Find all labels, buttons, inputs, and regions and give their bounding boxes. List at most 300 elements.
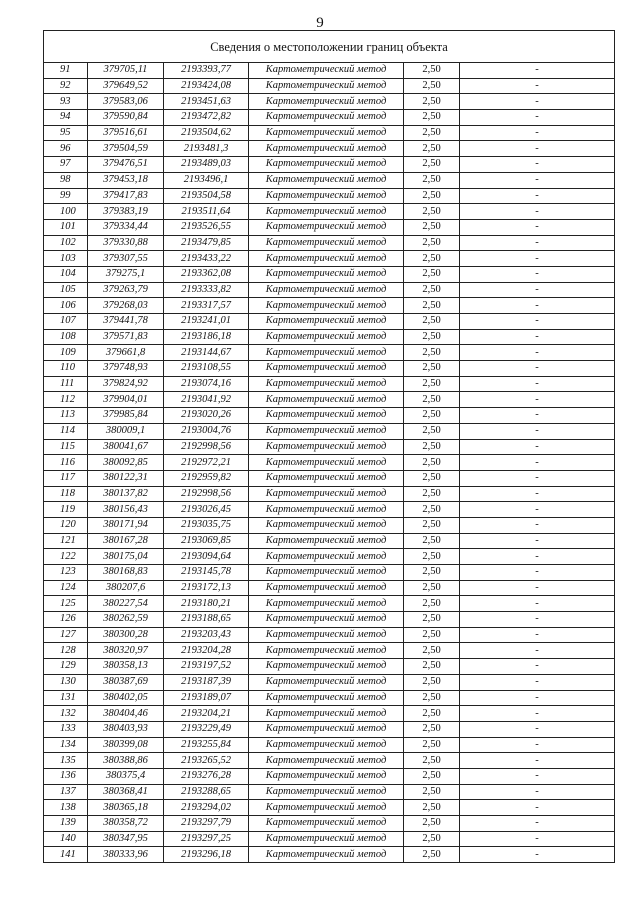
y-coordinate-cell: 2193074,16 bbox=[164, 376, 249, 392]
note-cell: - bbox=[460, 847, 615, 863]
x-coordinate-cell: 380175,04 bbox=[88, 549, 164, 565]
table-row bbox=[44, 768, 615, 784]
table-row bbox=[44, 78, 615, 94]
method-cell: Картометрический метод bbox=[249, 784, 404, 800]
table-row bbox=[44, 219, 615, 235]
x-coordinate-cell: 380388,86 bbox=[88, 753, 164, 769]
point-number-cell: 97 bbox=[44, 157, 88, 173]
accuracy-cell: 2,50 bbox=[404, 612, 460, 628]
method-cell: Картометрический метод bbox=[249, 345, 404, 361]
x-coordinate-cell: 379985,84 bbox=[88, 408, 164, 424]
y-coordinate-cell: 2193204,21 bbox=[164, 706, 249, 722]
method-cell: Картометрический метод bbox=[249, 659, 404, 675]
accuracy-cell: 2,50 bbox=[404, 361, 460, 377]
point-number-cell: 116 bbox=[44, 455, 88, 471]
table-row bbox=[44, 361, 615, 377]
method-cell: Картометрический метод bbox=[249, 172, 404, 188]
table-row bbox=[44, 282, 615, 298]
table-row bbox=[44, 455, 615, 471]
x-coordinate-cell: 379661,8 bbox=[88, 345, 164, 361]
y-coordinate-cell: 2193203,43 bbox=[164, 627, 249, 643]
accuracy-cell: 2,50 bbox=[404, 502, 460, 518]
point-number-cell: 130 bbox=[44, 674, 88, 690]
accuracy-cell: 2,50 bbox=[404, 110, 460, 126]
method-cell: Картометрический метод bbox=[249, 439, 404, 455]
method-cell: Картометрический метод bbox=[249, 721, 404, 737]
table-row bbox=[44, 502, 615, 518]
accuracy-cell: 2,50 bbox=[404, 188, 460, 204]
x-coordinate-cell: 379504,59 bbox=[88, 141, 164, 157]
point-number-cell: 108 bbox=[44, 329, 88, 345]
y-coordinate-cell: 2193433,22 bbox=[164, 251, 249, 267]
y-coordinate-cell: 2193526,55 bbox=[164, 219, 249, 235]
accuracy-cell: 2,50 bbox=[404, 94, 460, 110]
y-coordinate-cell: 2193504,58 bbox=[164, 188, 249, 204]
method-cell: Картометрический метод bbox=[249, 110, 404, 126]
table-row bbox=[44, 721, 615, 737]
method-cell: Картометрический метод bbox=[249, 517, 404, 533]
method-cell: Картометрический метод bbox=[249, 847, 404, 863]
table-row bbox=[44, 298, 615, 314]
note-cell: - bbox=[460, 455, 615, 471]
x-coordinate-cell: 380399,08 bbox=[88, 737, 164, 753]
note-cell: - bbox=[460, 627, 615, 643]
point-number-cell: 132 bbox=[44, 706, 88, 722]
x-coordinate-cell: 379571,83 bbox=[88, 329, 164, 345]
y-coordinate-cell: 2193297,79 bbox=[164, 816, 249, 832]
table-row bbox=[44, 517, 615, 533]
y-coordinate-cell: 2193276,28 bbox=[164, 768, 249, 784]
accuracy-cell: 2,50 bbox=[404, 706, 460, 722]
method-cell: Картометрический метод bbox=[249, 78, 404, 94]
table-row bbox=[44, 580, 615, 596]
accuracy-cell: 2,50 bbox=[404, 251, 460, 267]
x-coordinate-cell: 380403,93 bbox=[88, 721, 164, 737]
table-row bbox=[44, 63, 615, 79]
y-coordinate-cell: 2193186,18 bbox=[164, 329, 249, 345]
x-coordinate-cell: 380368,41 bbox=[88, 784, 164, 800]
method-cell: Картометрический метод bbox=[249, 643, 404, 659]
method-cell: Картометрический метод bbox=[249, 737, 404, 753]
point-number-cell: 111 bbox=[44, 376, 88, 392]
method-cell: Картометрический метод bbox=[249, 298, 404, 314]
y-coordinate-cell: 2193294,02 bbox=[164, 800, 249, 816]
note-cell: - bbox=[460, 816, 615, 832]
x-coordinate-cell: 379583,06 bbox=[88, 94, 164, 110]
x-coordinate-cell: 379748,93 bbox=[88, 361, 164, 377]
method-cell: Картометрический метод bbox=[249, 549, 404, 565]
accuracy-cell: 2,50 bbox=[404, 596, 460, 612]
note-cell: - bbox=[460, 753, 615, 769]
x-coordinate-cell: 379705,11 bbox=[88, 63, 164, 79]
point-number-cell: 106 bbox=[44, 298, 88, 314]
x-coordinate-cell: 379330,88 bbox=[88, 235, 164, 251]
point-number-cell: 94 bbox=[44, 110, 88, 126]
point-number-cell: 119 bbox=[44, 502, 88, 518]
accuracy-cell: 2,50 bbox=[404, 549, 460, 565]
x-coordinate-cell: 379417,83 bbox=[88, 188, 164, 204]
table-row bbox=[44, 94, 615, 110]
x-coordinate-cell: 380171,94 bbox=[88, 517, 164, 533]
method-cell: Картометрический метод bbox=[249, 188, 404, 204]
method-cell: Картометрический метод bbox=[249, 141, 404, 157]
x-coordinate-cell: 379516,61 bbox=[88, 125, 164, 141]
note-cell: - bbox=[460, 690, 615, 706]
accuracy-cell: 2,50 bbox=[404, 690, 460, 706]
note-cell: - bbox=[460, 204, 615, 220]
method-cell: Картометрический метод bbox=[249, 455, 404, 471]
y-coordinate-cell: 2193451,63 bbox=[164, 94, 249, 110]
method-cell: Картометрический метод bbox=[249, 612, 404, 628]
note-cell: - bbox=[460, 78, 615, 94]
accuracy-cell: 2,50 bbox=[404, 816, 460, 832]
point-number-cell: 115 bbox=[44, 439, 88, 455]
x-coordinate-cell: 380333,96 bbox=[88, 847, 164, 863]
note-cell: - bbox=[460, 298, 615, 314]
point-number-cell: 112 bbox=[44, 392, 88, 408]
table-row bbox=[44, 753, 615, 769]
table-row bbox=[44, 204, 615, 220]
y-coordinate-cell: 2193241,01 bbox=[164, 314, 249, 330]
point-number-cell: 128 bbox=[44, 643, 88, 659]
note-cell: - bbox=[460, 596, 615, 612]
table-row bbox=[44, 831, 615, 847]
note-cell: - bbox=[460, 110, 615, 126]
table-row bbox=[44, 612, 615, 628]
accuracy-cell: 2,50 bbox=[404, 737, 460, 753]
accuracy-cell: 2,50 bbox=[404, 768, 460, 784]
y-coordinate-cell: 2193511,64 bbox=[164, 204, 249, 220]
y-coordinate-cell: 2193424,08 bbox=[164, 78, 249, 94]
point-number-cell: 131 bbox=[44, 690, 88, 706]
point-number-cell: 104 bbox=[44, 266, 88, 282]
note-cell: - bbox=[460, 235, 615, 251]
point-number-cell: 113 bbox=[44, 408, 88, 424]
note-cell: - bbox=[460, 502, 615, 518]
note-cell: - bbox=[460, 674, 615, 690]
note-cell: - bbox=[460, 251, 615, 267]
accuracy-cell: 2,50 bbox=[404, 329, 460, 345]
y-coordinate-cell: 2193144,67 bbox=[164, 345, 249, 361]
x-coordinate-cell: 380168,83 bbox=[88, 565, 164, 581]
accuracy-cell: 2,50 bbox=[404, 63, 460, 79]
note-cell: - bbox=[460, 784, 615, 800]
y-coordinate-cell: 2193189,07 bbox=[164, 690, 249, 706]
table-row bbox=[44, 549, 615, 565]
page-number: 9 bbox=[316, 15, 324, 31]
table-row bbox=[44, 706, 615, 722]
method-cell: Картометрический метод bbox=[249, 235, 404, 251]
point-number-cell: 121 bbox=[44, 533, 88, 549]
point-number-cell: 138 bbox=[44, 800, 88, 816]
point-number-cell: 93 bbox=[44, 94, 88, 110]
note-cell: - bbox=[460, 63, 615, 79]
method-cell: Картометрический метод bbox=[249, 63, 404, 79]
table-row bbox=[44, 627, 615, 643]
y-coordinate-cell: 2193004,76 bbox=[164, 423, 249, 439]
x-coordinate-cell: 379307,55 bbox=[88, 251, 164, 267]
x-coordinate-cell: 380387,69 bbox=[88, 674, 164, 690]
table-row bbox=[44, 816, 615, 832]
y-coordinate-cell: 2193472,82 bbox=[164, 110, 249, 126]
note-cell: - bbox=[460, 580, 615, 596]
note-cell: - bbox=[460, 392, 615, 408]
method-cell: Картометрический метод bbox=[249, 565, 404, 581]
point-number-cell: 98 bbox=[44, 172, 88, 188]
accuracy-cell: 2,50 bbox=[404, 643, 460, 659]
method-cell: Картометрический метод bbox=[249, 219, 404, 235]
accuracy-cell: 2,50 bbox=[404, 157, 460, 173]
method-cell: Картометрический метод bbox=[249, 266, 404, 282]
x-coordinate-cell: 380300,28 bbox=[88, 627, 164, 643]
y-coordinate-cell: 2193317,57 bbox=[164, 298, 249, 314]
y-coordinate-cell: 2193187,39 bbox=[164, 674, 249, 690]
method-cell: Картометрический метод bbox=[249, 94, 404, 110]
table-row bbox=[44, 392, 615, 408]
accuracy-cell: 2,50 bbox=[404, 298, 460, 314]
accuracy-cell: 2,50 bbox=[404, 659, 460, 675]
accuracy-cell: 2,50 bbox=[404, 423, 460, 439]
point-number-cell: 135 bbox=[44, 753, 88, 769]
method-cell: Картометрический метод bbox=[249, 376, 404, 392]
note-cell: - bbox=[460, 188, 615, 204]
table-title: Сведения о местоположении границ объекта bbox=[44, 31, 615, 63]
point-number-cell: 101 bbox=[44, 219, 88, 235]
x-coordinate-cell: 380041,67 bbox=[88, 439, 164, 455]
note-cell: - bbox=[460, 721, 615, 737]
table-row bbox=[44, 690, 615, 706]
x-coordinate-cell: 380320,97 bbox=[88, 643, 164, 659]
y-coordinate-cell: 2193180,21 bbox=[164, 596, 249, 612]
y-coordinate-cell: 2192972,21 bbox=[164, 455, 249, 471]
accuracy-cell: 2,50 bbox=[404, 455, 460, 471]
accuracy-cell: 2,50 bbox=[404, 580, 460, 596]
point-number-cell: 107 bbox=[44, 314, 88, 330]
note-cell: - bbox=[460, 408, 615, 424]
accuracy-cell: 2,50 bbox=[404, 753, 460, 769]
table-row bbox=[44, 674, 615, 690]
note-cell: - bbox=[460, 517, 615, 533]
note-cell: - bbox=[460, 172, 615, 188]
note-cell: - bbox=[460, 549, 615, 565]
y-coordinate-cell: 2193020,26 bbox=[164, 408, 249, 424]
x-coordinate-cell: 380262,59 bbox=[88, 612, 164, 628]
y-coordinate-cell: 2193362,08 bbox=[164, 266, 249, 282]
table-row bbox=[44, 157, 615, 173]
y-coordinate-cell: 2192998,56 bbox=[164, 486, 249, 502]
point-number-cell: 140 bbox=[44, 831, 88, 847]
accuracy-cell: 2,50 bbox=[404, 439, 460, 455]
accuracy-cell: 2,50 bbox=[404, 235, 460, 251]
accuracy-cell: 2,50 bbox=[404, 784, 460, 800]
y-coordinate-cell: 2193489,03 bbox=[164, 157, 249, 173]
method-cell: Картометрический метод bbox=[249, 314, 404, 330]
method-cell: Картометрический метод bbox=[249, 329, 404, 345]
accuracy-cell: 2,50 bbox=[404, 517, 460, 533]
note-cell: - bbox=[460, 282, 615, 298]
x-coordinate-cell: 380092,85 bbox=[88, 455, 164, 471]
note-cell: - bbox=[460, 612, 615, 628]
y-coordinate-cell: 2193296,18 bbox=[164, 847, 249, 863]
note-cell: - bbox=[460, 314, 615, 330]
point-number-cell: 117 bbox=[44, 470, 88, 486]
table-row bbox=[44, 737, 615, 753]
note-cell: - bbox=[460, 439, 615, 455]
accuracy-cell: 2,50 bbox=[404, 800, 460, 816]
accuracy-cell: 2,50 bbox=[404, 627, 460, 643]
note-cell: - bbox=[460, 486, 615, 502]
point-number-cell: 109 bbox=[44, 345, 88, 361]
accuracy-cell: 2,50 bbox=[404, 204, 460, 220]
note-cell: - bbox=[460, 219, 615, 235]
table-row bbox=[44, 565, 615, 581]
table-row bbox=[44, 188, 615, 204]
table-title-row bbox=[44, 31, 615, 63]
y-coordinate-cell: 2193204,28 bbox=[164, 643, 249, 659]
table-row bbox=[44, 408, 615, 424]
note-cell: - bbox=[460, 533, 615, 549]
x-coordinate-cell: 380156,43 bbox=[88, 502, 164, 518]
accuracy-cell: 2,50 bbox=[404, 376, 460, 392]
x-coordinate-cell: 379383,19 bbox=[88, 204, 164, 220]
method-cell: Картометрический метод bbox=[249, 674, 404, 690]
table-row bbox=[44, 345, 615, 361]
y-coordinate-cell: 2192998,56 bbox=[164, 439, 249, 455]
x-coordinate-cell: 379649,52 bbox=[88, 78, 164, 94]
accuracy-cell: 2,50 bbox=[404, 314, 460, 330]
note-cell: - bbox=[460, 659, 615, 675]
y-coordinate-cell: 2193026,45 bbox=[164, 502, 249, 518]
note-cell: - bbox=[460, 141, 615, 157]
method-cell: Картометрический метод bbox=[249, 502, 404, 518]
accuracy-cell: 2,50 bbox=[404, 78, 460, 94]
point-number-cell: 105 bbox=[44, 282, 88, 298]
x-coordinate-cell: 379268,03 bbox=[88, 298, 164, 314]
point-number-cell: 136 bbox=[44, 768, 88, 784]
table-row bbox=[44, 110, 615, 126]
method-cell: Картометрический метод bbox=[249, 753, 404, 769]
y-coordinate-cell: 2193504,62 bbox=[164, 125, 249, 141]
note-cell: - bbox=[460, 706, 615, 722]
table-row bbox=[44, 172, 615, 188]
x-coordinate-cell: 380122,31 bbox=[88, 470, 164, 486]
point-number-cell: 125 bbox=[44, 596, 88, 612]
note-cell: - bbox=[460, 768, 615, 784]
table-row bbox=[44, 470, 615, 486]
accuracy-cell: 2,50 bbox=[404, 721, 460, 737]
table-row bbox=[44, 439, 615, 455]
y-coordinate-cell: 2193229,49 bbox=[164, 721, 249, 737]
method-cell: Картометрический метод bbox=[249, 580, 404, 596]
x-coordinate-cell: 380404,46 bbox=[88, 706, 164, 722]
y-coordinate-cell: 2193297,25 bbox=[164, 831, 249, 847]
x-coordinate-cell: 380207,6 bbox=[88, 580, 164, 596]
x-coordinate-cell: 379904,01 bbox=[88, 392, 164, 408]
method-cell: Картометрический метод bbox=[249, 596, 404, 612]
table-row bbox=[44, 659, 615, 675]
method-cell: Картометрический метод bbox=[249, 800, 404, 816]
method-cell: Картометрический метод bbox=[249, 392, 404, 408]
note-cell: - bbox=[460, 831, 615, 847]
accuracy-cell: 2,50 bbox=[404, 345, 460, 361]
method-cell: Картометрический метод bbox=[249, 204, 404, 220]
point-number-cell: 139 bbox=[44, 816, 88, 832]
method-cell: Картометрический метод bbox=[249, 533, 404, 549]
method-cell: Картометрический метод bbox=[249, 831, 404, 847]
table-row bbox=[44, 251, 615, 267]
y-coordinate-cell: 2193481,3 bbox=[164, 141, 249, 157]
y-coordinate-cell: 2193069,85 bbox=[164, 533, 249, 549]
accuracy-cell: 2,50 bbox=[404, 125, 460, 141]
point-number-cell: 127 bbox=[44, 627, 88, 643]
method-cell: Картометрический метод bbox=[249, 282, 404, 298]
point-number-cell: 91 bbox=[44, 63, 88, 79]
table-row bbox=[44, 784, 615, 800]
method-cell: Картометрический метод bbox=[249, 690, 404, 706]
x-coordinate-cell: 379334,44 bbox=[88, 219, 164, 235]
point-number-cell: 102 bbox=[44, 235, 88, 251]
note-cell: - bbox=[460, 565, 615, 581]
table-row bbox=[44, 423, 615, 439]
y-coordinate-cell: 2193172,13 bbox=[164, 580, 249, 596]
note-cell: - bbox=[460, 345, 615, 361]
table-row bbox=[44, 596, 615, 612]
accuracy-cell: 2,50 bbox=[404, 847, 460, 863]
point-number-cell: 134 bbox=[44, 737, 88, 753]
note-cell: - bbox=[460, 470, 615, 486]
y-coordinate-cell: 2193265,52 bbox=[164, 753, 249, 769]
accuracy-cell: 2,50 bbox=[404, 172, 460, 188]
method-cell: Картометрический метод bbox=[249, 251, 404, 267]
x-coordinate-cell: 379275,1 bbox=[88, 266, 164, 282]
point-number-cell: 124 bbox=[44, 580, 88, 596]
x-coordinate-cell: 380358,13 bbox=[88, 659, 164, 675]
point-number-cell: 103 bbox=[44, 251, 88, 267]
y-coordinate-cell: 2193393,77 bbox=[164, 63, 249, 79]
x-coordinate-cell: 380167,28 bbox=[88, 533, 164, 549]
note-cell: - bbox=[460, 800, 615, 816]
point-number-cell: 133 bbox=[44, 721, 88, 737]
accuracy-cell: 2,50 bbox=[404, 674, 460, 690]
table-row bbox=[44, 235, 615, 251]
accuracy-cell: 2,50 bbox=[404, 219, 460, 235]
table-row bbox=[44, 643, 615, 659]
x-coordinate-cell: 379441,78 bbox=[88, 314, 164, 330]
y-coordinate-cell: 2193145,78 bbox=[164, 565, 249, 581]
x-coordinate-cell: 380227,54 bbox=[88, 596, 164, 612]
note-cell: - bbox=[460, 94, 615, 110]
note-cell: - bbox=[460, 329, 615, 345]
y-coordinate-cell: 2193479,85 bbox=[164, 235, 249, 251]
table-row bbox=[44, 533, 615, 549]
y-coordinate-cell: 2193197,52 bbox=[164, 659, 249, 675]
table-row bbox=[44, 141, 615, 157]
method-cell: Картометрический метод bbox=[249, 408, 404, 424]
x-coordinate-cell: 379824,92 bbox=[88, 376, 164, 392]
method-cell: Картометрический метод bbox=[249, 423, 404, 439]
y-coordinate-cell: 2193041,92 bbox=[164, 392, 249, 408]
accuracy-cell: 2,50 bbox=[404, 486, 460, 502]
method-cell: Картометрический метод bbox=[249, 706, 404, 722]
y-coordinate-cell: 2192959,82 bbox=[164, 470, 249, 486]
point-number-cell: 92 bbox=[44, 78, 88, 94]
x-coordinate-cell: 380365,18 bbox=[88, 800, 164, 816]
y-coordinate-cell: 2193255,84 bbox=[164, 737, 249, 753]
x-coordinate-cell: 380402,05 bbox=[88, 690, 164, 706]
table-row bbox=[44, 376, 615, 392]
note-cell: - bbox=[460, 737, 615, 753]
y-coordinate-cell: 2193188,65 bbox=[164, 612, 249, 628]
